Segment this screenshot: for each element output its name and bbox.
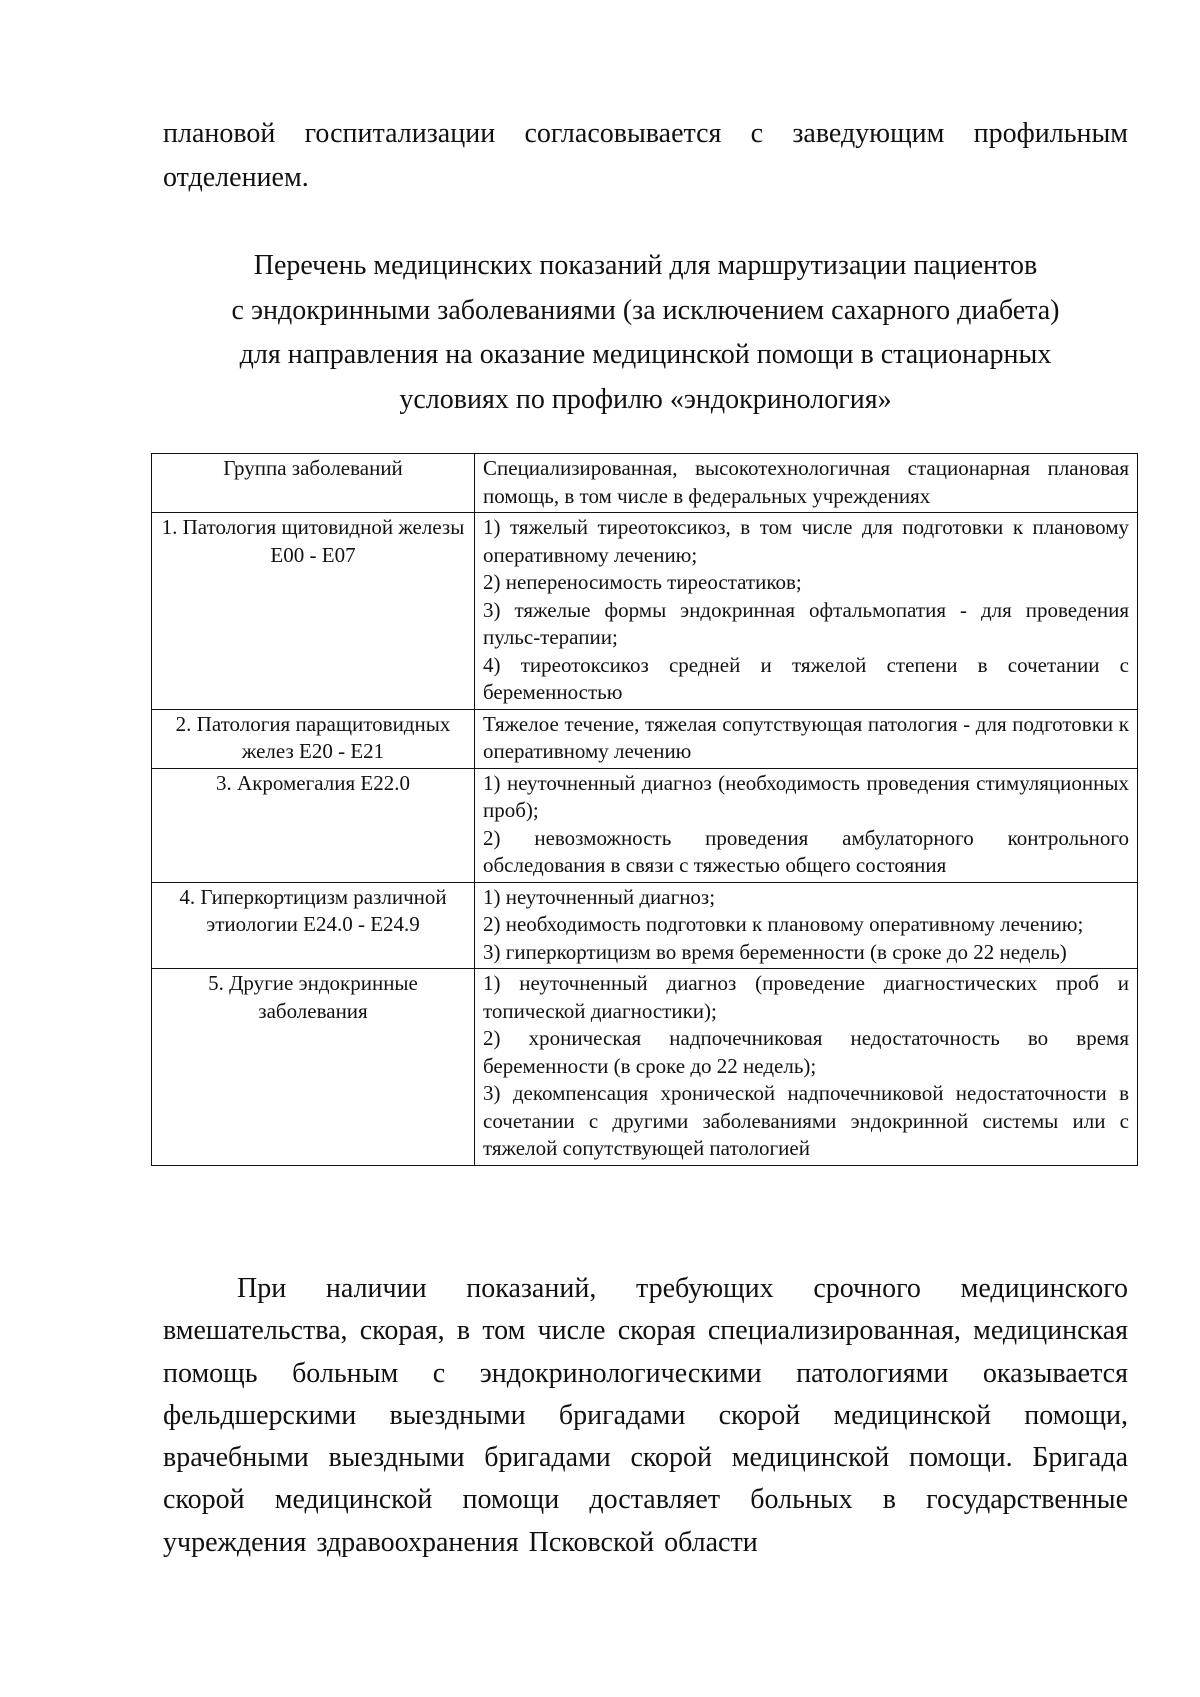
list-title-line: для направления на оказание медицинской помощи в стационарных [239,339,1052,370]
group-cell: 2. Патология паращитовидных желез Е20 - Е21 [152,709,475,768]
list-title [163,244,1128,422]
indications-table [151,453,1138,1166]
indication-item: 1) неуточненный диагноз; [483,884,716,909]
list-title-line: с эндокринными заболеваниями (за исключением сахарного диабета) [231,294,1060,326]
table-row [152,768,1138,882]
indications-cell [475,882,1138,969]
indication-item: 2) хроническая надпочечниковая недостаточность во время беременности (в сроке до 22 недель); [483,1026,1129,1078]
table-header-row [152,454,1138,513]
indication-item: 4) тиреотоксикоз средней и тяжелой степени в сочетании с беременностью [483,652,1129,704]
indication-item: 3) декомпенсация хронической надпочечниковой недостаточности в сочетании с другими заболеваниями эндокринной системы или с тяжелой сопутствующей патологией [483,1081,1129,1160]
group-cell: 5. Другие эндокринные заболевания [152,969,475,1166]
group-cell: 1. Патология щитовидной железы Е00 - Е07 [152,513,475,710]
indication-item: 3) гиперкортицизм во время беременности (в сроке до 22 недель) [483,939,1067,964]
table-row [152,709,1138,768]
list-title-line: условиях по профилю «эндокринология» [399,383,892,415]
indication-item: 2) необходимость подготовки к плановому оперативному лечению; [483,912,1084,936]
indications-cell [475,709,1138,768]
indications-cell [475,513,1138,710]
indications-cell [475,768,1138,882]
indications-cell [475,969,1138,1166]
group-cell: 4. Гиперкортицизм различной этиологии Е24.0 - Е24.9 [152,882,475,969]
table-row [152,882,1138,969]
table-row [152,969,1138,1166]
closing-paragraph: При наличии показаний, требующих срочного медицинского вмешательства, скорая, в том числе скорая специализированная, медицинская помощь больным с эндокринологическими патологиями оказывается фельдшерскими выездными бригадами скорой медицинской помощи, врачебными выездными бригадами скорой медицинской помощи. Бригада скорой медицинской помощи доставляет больных в государственные учреждения здравоохранения Псковской области [163,1273,1128,1558]
group-cell: 3. Акромегалия Е22.0 [152,768,475,882]
intro-paragraph: плановой госпитализации согласовывается с заведующим профильным отделением. [163,118,1128,193]
header-care-cell: Специализированная, высокотехнологичная стационарная плановая помощь, в том числе в федеральных учреждениях [475,454,1138,513]
indication-item: Тяжелое течение, тяжелая сопутствующая патология - для подготовки к оперативному лечению [483,711,1129,763]
indication-item: 1) тяжелый тиреотоксикоз, в том числе для подготовки к плановому оперативному лечению; [483,515,1129,567]
table-row [152,513,1138,710]
indication-item: 2) непереносимость тиреостатиков; [483,570,802,594]
header-group-cell: Группа заболеваний [152,454,475,513]
indication-item: 3) тяжелые формы эндокринная офтальмопатия - для проведения пульс-терапии; [483,597,1129,649]
indication-item: 1) неуточненный диагноз (проведение диагностических проб и топической диагностики); [483,971,1129,1023]
list-title-line: Перечень медицинских показаний для маршрутизации пациентов [253,250,1038,281]
indication-item: 1) неуточненный диагноз (необходимость проведения стимуляционных проб); [483,770,1129,822]
indication-item: 2) невозможность проведения амбулаторного контрольного обследования в связи с тяжестью общего состояния [483,825,1129,877]
